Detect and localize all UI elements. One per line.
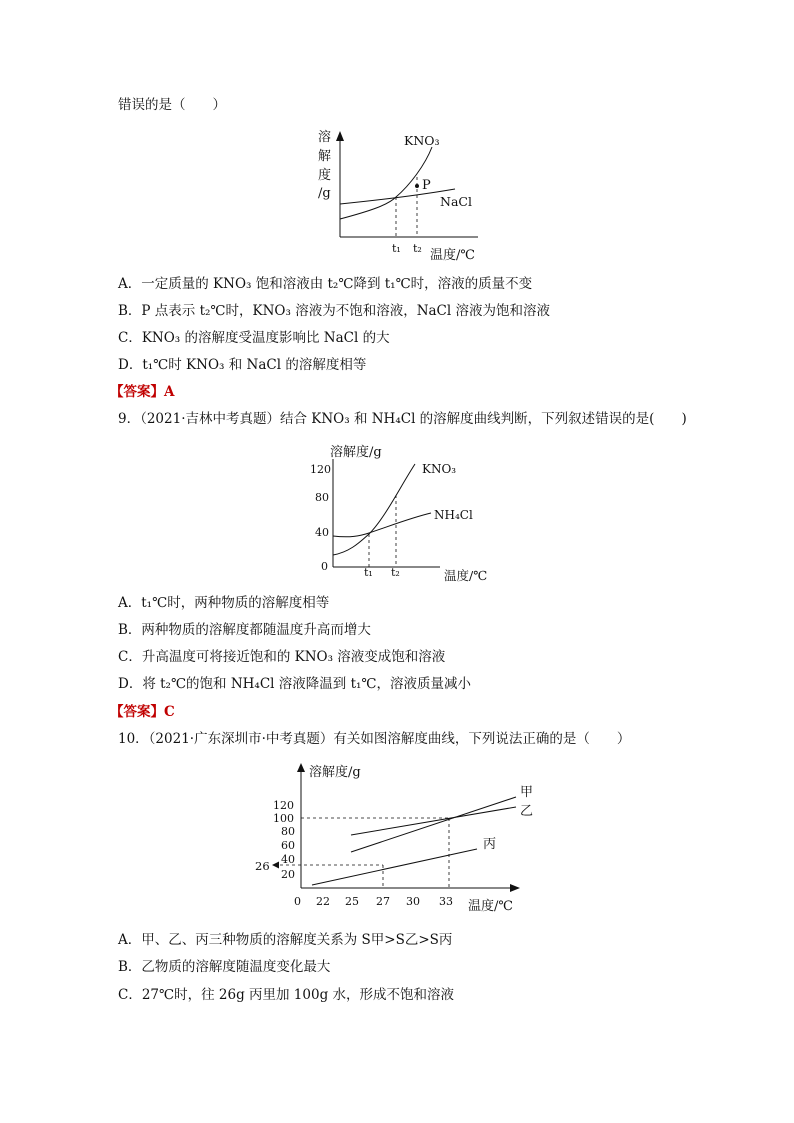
q10-ytick-120: 120 <box>273 799 294 812</box>
q10-solubility-chart <box>252 760 542 915</box>
q9-curve-kno3 <box>333 464 415 555</box>
q10-ytick-60: 60 <box>281 839 295 852</box>
q8-solubility-chart <box>300 125 500 265</box>
q8-ylabel-4: /g <box>318 186 331 201</box>
q8-xlabel: 温度/℃ <box>430 248 475 263</box>
q9-ytick-40: 40 <box>315 526 329 539</box>
q8-series-nacl: NaCl <box>440 194 472 209</box>
q10-option-a: A．甲、乙、丙三种物质的溶解度关系为 S甲>S乙>S丙 <box>118 932 453 948</box>
q8-stem-tail: 错误的是（ ） <box>118 97 226 113</box>
q8-curve-nacl <box>340 189 455 204</box>
q10-xtick-33: 33 <box>439 895 453 908</box>
q9-t2-label: t₂ <box>391 566 400 579</box>
q10-x-arrow <box>510 884 520 892</box>
q8-option-a: A．一定质量的 KNO₃ 饱和溶液由 t₂℃降到 t₁℃时，溶液的质量不变 <box>118 276 533 292</box>
q10-xtick-27: 27 <box>376 895 390 908</box>
q8-point-p <box>415 184 419 188</box>
q10-xtick-0: 0 <box>294 895 301 908</box>
q9-xlabel: 温度/℃ <box>444 568 488 583</box>
q9-ylabel: 溶解度/g <box>330 445 382 460</box>
q8-answer: 【答案】A <box>110 384 175 400</box>
q8-option-d: D．t₁℃时 KNO₃ 和 NaCl 的溶解度相等 <box>118 357 367 373</box>
q9-option-d: D．将 t₂℃的饱和 NH₄Cl 溶液降温到 t₁℃，溶液质量减小 <box>118 676 472 692</box>
q9-t1-label: t₁ <box>364 566 373 579</box>
q9-solubility-chart <box>305 442 495 582</box>
q10-xtick-25: 25 <box>345 895 359 908</box>
q9-option-c: C．升高温度可将接近饱和的 KNO₃ 溶液变成饱和溶液 <box>118 649 446 665</box>
q10-xtick-22: 22 <box>316 895 330 908</box>
q8-point-p-label: P <box>422 178 431 193</box>
q10-guide-26-arrow <box>272 862 279 869</box>
q10-ytick-20: 20 <box>281 868 295 881</box>
q10-stem: 10．（2021·广东深圳市·中考真题）有关如图溶解度曲线，下列说法正确的是（ ） <box>118 731 631 747</box>
q10-ytick-40: 40 <box>281 853 295 866</box>
q9-ytick-120: 120 <box>310 463 331 476</box>
q9-option-b: B．两种物质的溶解度都随温度升高而增大 <box>118 622 371 638</box>
q8-option-b: B．P 点表示 t₂℃时，KNO₃ 溶液为不饱和溶液，NaCl 溶液为饱和溶液 <box>118 303 550 319</box>
q10-series-yi: 乙 <box>520 804 534 819</box>
q9-series-kno3: KNO₃ <box>422 462 457 476</box>
q9-stem: 9．（2021·吉林中考真题）结合 KNO₃ 和 NH₄Cl 的溶解度曲线判断，下列叙述错误的是( ) <box>118 411 687 427</box>
q10-xlabel: 温度/℃ <box>468 899 513 914</box>
q10-ytick-80: 80 <box>281 825 295 838</box>
q8-ylabel-3: 度 <box>318 168 332 183</box>
q8-y-arrow <box>336 131 344 141</box>
q8-t2-label: t₂ <box>413 242 422 255</box>
q10-option-b: B．乙物质的溶解度随温度变化最大 <box>118 959 331 975</box>
q9-series-nh4cl: NH₄Cl <box>434 508 473 522</box>
q10-marker-26: 26 <box>255 859 270 873</box>
q8-series-kno3: KNO₃ <box>404 133 440 148</box>
q10-line-yi <box>351 807 516 835</box>
q8-ylabel-1: 溶 <box>318 130 332 145</box>
q9-option-a: A．t₁℃时，两种物质的溶解度相等 <box>118 595 330 611</box>
q10-y-arrow <box>297 763 305 772</box>
q9-ytick-0: 0 <box>321 560 328 573</box>
q10-ylabel: 溶解度/g <box>309 765 361 780</box>
q10-xtick-30: 30 <box>406 895 420 908</box>
q8-t1-label: t₁ <box>392 242 401 255</box>
q9-curve-nh4cl <box>333 513 431 537</box>
q10-ytick-100: 100 <box>273 812 294 825</box>
q8-ylabel-2: 解 <box>318 149 332 164</box>
q8-option-c: C．KNO₃ 的溶解度受温度影响比 NaCl 的大 <box>118 330 390 346</box>
q10-series-jia: 甲 <box>520 785 534 800</box>
q10-option-c: C．27℃时，往 26g 丙里加 100g 水，形成不饱和溶液 <box>118 987 455 1003</box>
q8-curve-kno3 <box>340 147 432 219</box>
q9-answer: 【答案】C <box>110 704 175 720</box>
q9-ytick-80: 80 <box>315 491 329 504</box>
q10-series-bing: 丙 <box>483 837 497 852</box>
q10-line-bing <box>312 849 477 885</box>
